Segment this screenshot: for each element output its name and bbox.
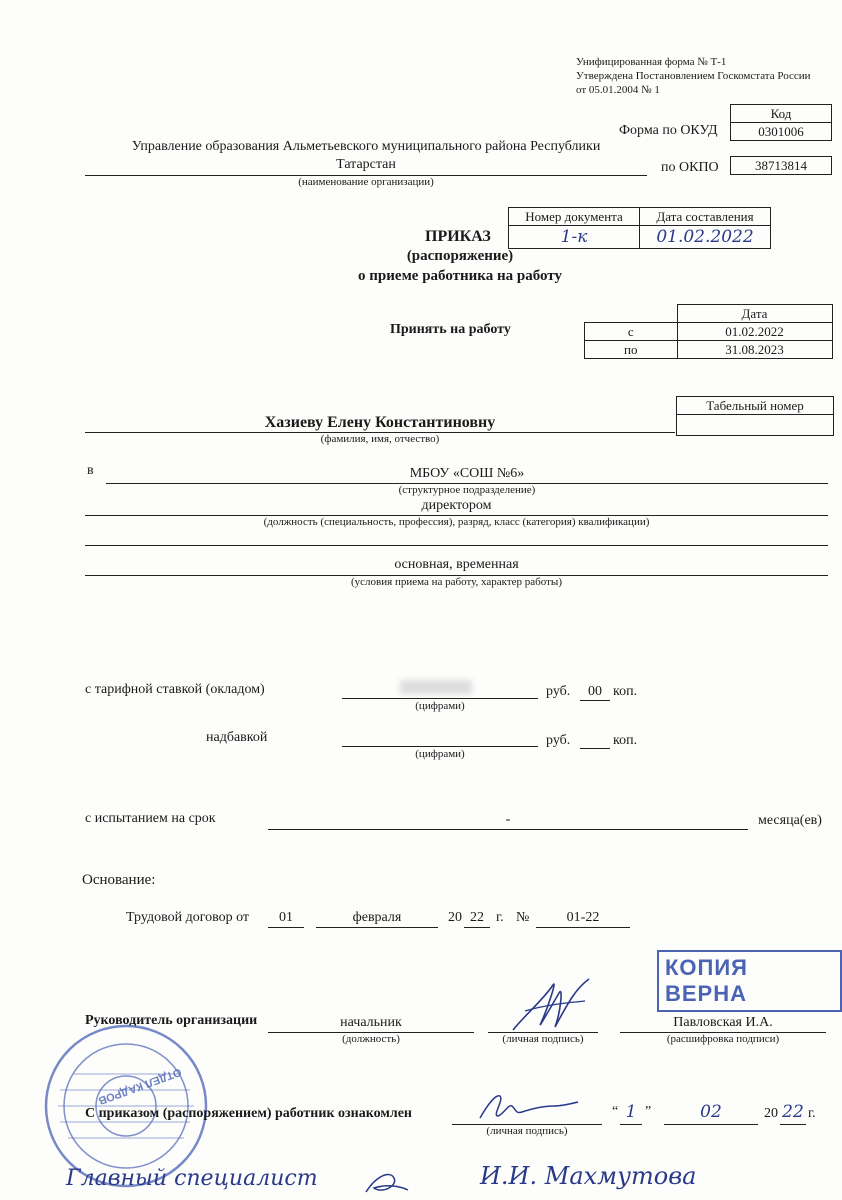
contract-month: февраля [352, 910, 402, 925]
department: МБОУ «СОШ №6» [409, 466, 525, 481]
acquaint-year-g: г. [808, 1106, 816, 1121]
position: директором [421, 498, 492, 513]
hire-from-label: с [585, 323, 678, 341]
tariff-kop-value: 00 [588, 684, 602, 699]
okud-value: 0301006 [731, 123, 832, 141]
form-header-line2: Утверждена Постановлением Госкомстата России [576, 70, 811, 82]
codes-header: Код [731, 105, 832, 123]
position-caption: (должность (специальность, профессия), разряд, класс (категория) квалификации) [263, 516, 650, 528]
acquaint-sign-caption: (личная подпись) [486, 1125, 568, 1137]
hire-date-header: Дата [677, 305, 832, 323]
probation-label: с испытанием на срок [85, 811, 216, 826]
footer-initials-signature [362, 1168, 412, 1198]
conditions: основная, временная [394, 557, 519, 572]
hire-dates-table [584, 304, 833, 359]
org-name-line1: Управление образования Альметьевского муниципального района Республики [131, 139, 601, 154]
tab-number-header: Табельный номер [677, 397, 834, 415]
acquaint-label: С приказом (распоряжением) работник ознакомлен [85, 1106, 412, 1121]
bonus-digits-caption: (цифрами) [415, 748, 465, 760]
form-header-line3: от 05.01.2004 № 1 [576, 84, 660, 96]
tab-number-table [676, 396, 834, 436]
contract-year-g: г. [496, 910, 504, 925]
footer-handwritten-right: И.И. Махмутова [480, 1162, 697, 1190]
department-caption: (структурное подразделение) [398, 484, 536, 496]
redacted-salary [400, 680, 472, 694]
head-decoding: Павловская И.А. [673, 1015, 773, 1030]
in-label: в [87, 463, 94, 478]
okud-label: Форма по ОКУД [619, 123, 718, 138]
employee-name-caption: (фамилия, имя, отчество) [320, 433, 440, 445]
employee-name: Хазиеву Елену Константиновну [264, 414, 496, 431]
conditions-caption: (условия приема на работу, характер работы) [351, 576, 562, 588]
hire-to-value: 31.08.2023 [677, 341, 832, 359]
hire-from-value: 01.02.2022 [677, 323, 832, 341]
contract-year-suffix: 22 [470, 910, 484, 925]
title-line3: о приеме работника на работу [358, 268, 562, 284]
contract-number: 01-22 [566, 910, 600, 925]
acquaint-quote-open: “ [612, 1104, 619, 1119]
tab-number-value [677, 415, 834, 436]
head-decoding-caption: (расшифровка подписи) [666, 1033, 780, 1045]
hire-to-label: по [585, 341, 678, 359]
acquaint-quote-close: ” [645, 1104, 652, 1119]
acquaint-year-prefix: 20 [764, 1106, 778, 1121]
doc-date-header: Дата составления [640, 208, 771, 226]
tariff-digits-caption: (цифрами) [415, 700, 465, 712]
basis-label: Основание: [82, 872, 156, 888]
doc-table [508, 207, 771, 249]
head-signature [505, 975, 595, 1037]
round-stamp-text: ОТДЕЛ КАДРОВ [96, 1065, 183, 1107]
contract-day: 01 [279, 910, 293, 925]
form-header-line1: Унифицированная форма № Т-1 [576, 56, 727, 68]
footer-handwritten-left: Главный специалист [66, 1166, 318, 1191]
employee-signature [474, 1090, 584, 1124]
head-position-caption: (должность) [342, 1033, 400, 1045]
doc-number-value: 1-к [509, 226, 640, 249]
org-name-line2: Татарстан [336, 157, 396, 172]
head-label: Руководитель организации [85, 1013, 258, 1028]
head-sign-caption: (личная подпись) [502, 1033, 584, 1045]
hire-label: Принять на работу [390, 322, 511, 337]
title-prikaz: ПРИКАЗ [425, 228, 491, 245]
bonus-rub: руб. [546, 733, 571, 748]
head-position: начальник [340, 1015, 402, 1030]
okpo-label: по ОКПО [661, 160, 719, 175]
form-header [576, 55, 811, 97]
org-caption: (наименование организации) [298, 176, 434, 188]
tariff-rub: руб. [546, 684, 571, 699]
bonus-label: надбавкой [206, 730, 268, 745]
acquaint-month: 02 [700, 1102, 722, 1122]
contract-num-sign: № [516, 910, 530, 925]
codes-table [730, 104, 832, 175]
tariff-kop: коп. [613, 684, 638, 699]
copy-stamp: КОПИЯ ВЕРНА [657, 950, 842, 1012]
acquaint-year-suffix: 22 [782, 1102, 804, 1122]
doc-number-header: Номер документа [509, 208, 640, 226]
doc-date-value: 01.02.2022 [640, 226, 771, 249]
contract-year-prefix: 20 [448, 910, 462, 925]
title-line2: (распоряжение) [406, 248, 514, 264]
bonus-kop: коп. [613, 733, 638, 748]
probation-unit: месяца(ев) [758, 813, 822, 828]
probation-value: - [505, 812, 511, 827]
tariff-label: с тарифной ставкой (окладом) [85, 682, 265, 697]
contract-label: Трудовой договор от [126, 910, 250, 925]
okpo-value: 38713814 [731, 157, 832, 175]
acquaint-day: 1 [625, 1102, 637, 1122]
